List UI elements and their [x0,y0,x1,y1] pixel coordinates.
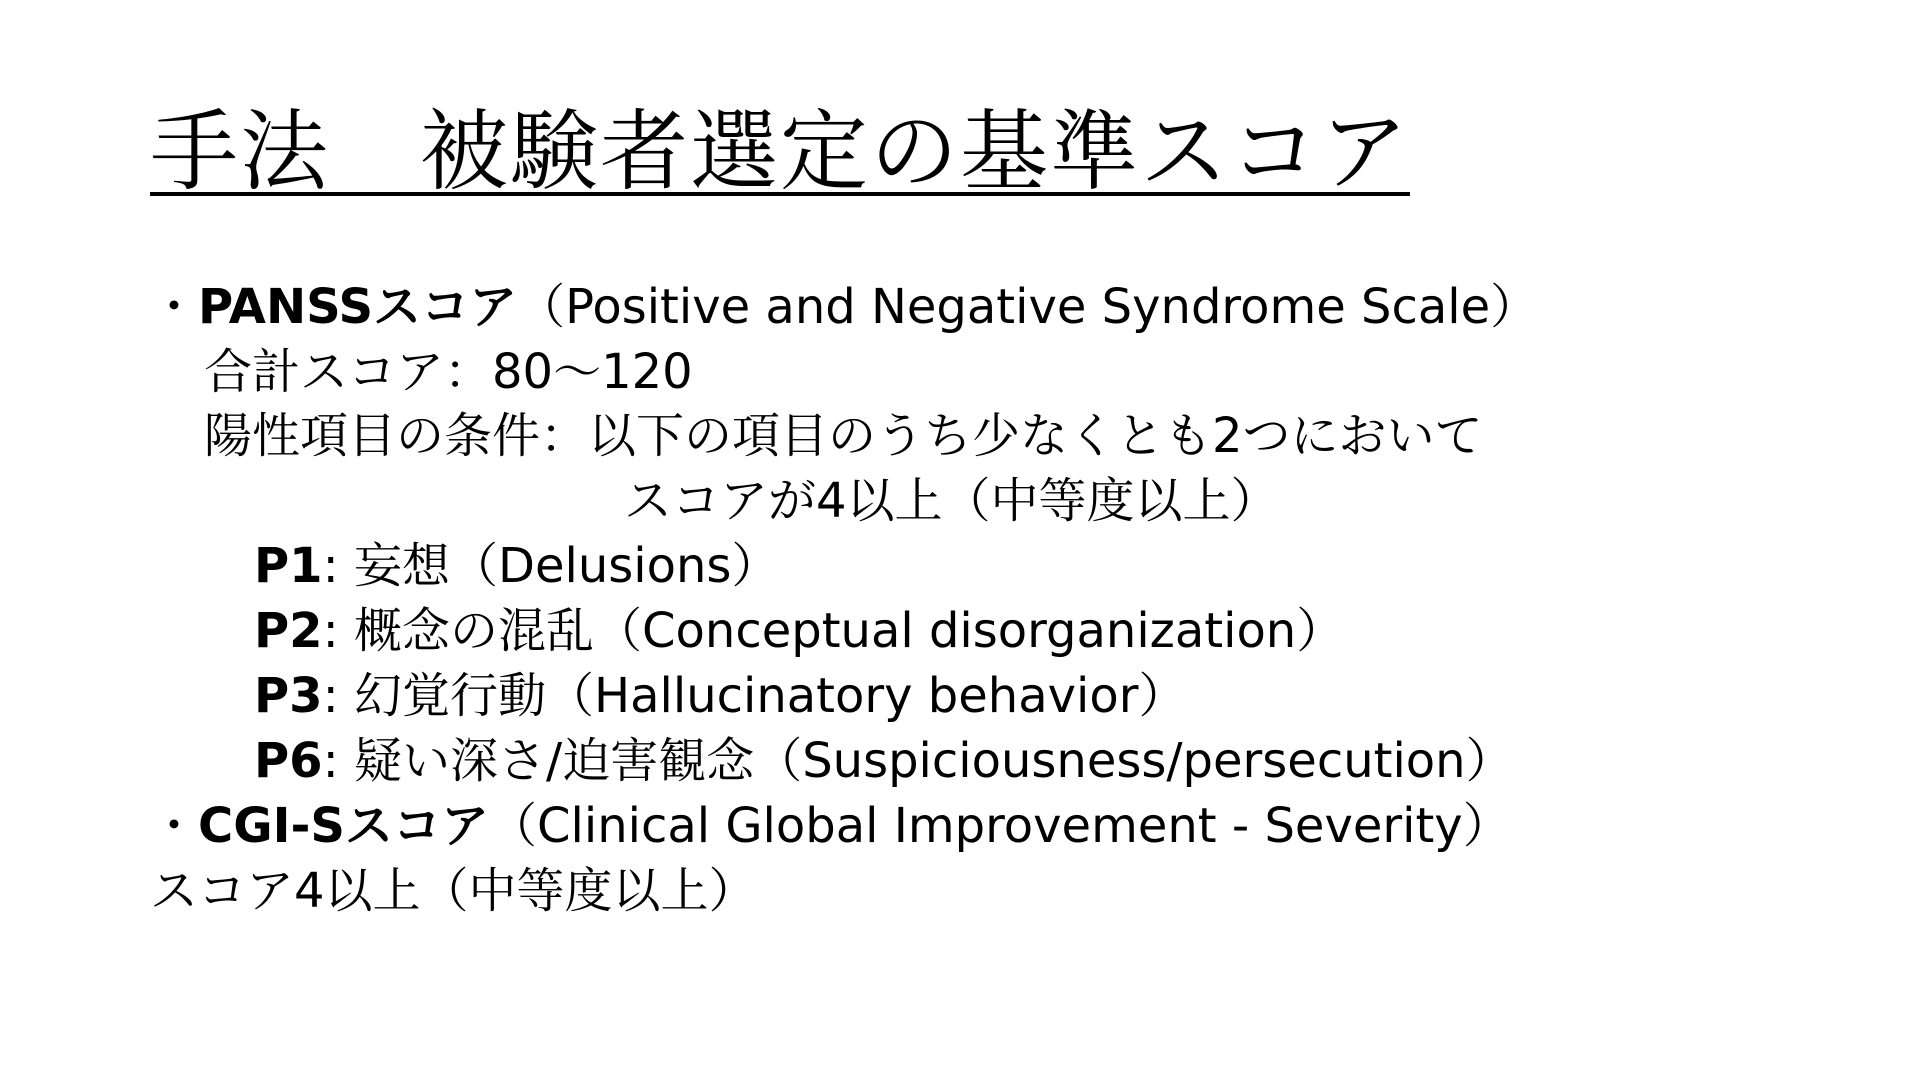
panss-item-text: 幻覚行動（Hallucinatory behavior） [354,668,1187,724]
cgis-name: CGI-Sスコア [198,798,489,854]
panss-item-code: P1 [254,538,323,594]
panss-positive-condition-line1: 陽性項目の条件：以下の項目のうち少なくとも2つにおいて [204,408,1483,464]
bullet: ・ [150,798,199,854]
panss-total-score: 合計スコア：80～120 [204,344,693,400]
panss-item-text: 妄想（Delusions） [354,538,780,594]
panss-positive-condition-line2: スコアが4以上（中等度以上） [624,473,1279,529]
cgis-heading [150,798,1511,856]
panss-heading [150,279,1538,337]
panss-item [254,603,1344,661]
panss-item [254,668,1186,726]
cgis-criterion: スコア4以上（中等度以上） [150,863,757,919]
panss-item-code: P6 [254,733,323,789]
panss-name: PANSSスコア [198,279,518,335]
panss-item-code: P3 [254,668,323,724]
slide-title: 手法 被験者選定の基準スコア [150,100,1411,203]
panss-item [254,538,779,596]
panss-item-text: 疑い深さ/迫害観念（Suspiciousness/persecution） [354,733,1514,789]
panss-item-code: P2 [254,603,323,659]
panss-item-sep: : [322,603,355,659]
bullet: ・ [150,279,199,335]
panss-full-name: （Positive and Negative Syndrome Scale） [517,279,1539,335]
cgis-full-name: （Clinical Global Improvement - Severity） [489,798,1511,854]
panss-item-sep: : [322,733,355,789]
panss-item-sep: : [322,538,355,594]
panss-item [254,733,1514,791]
panss-item-text: 概念の混乱（Conceptual disorganization） [354,603,1345,659]
panss-item-sep: : [322,668,355,724]
